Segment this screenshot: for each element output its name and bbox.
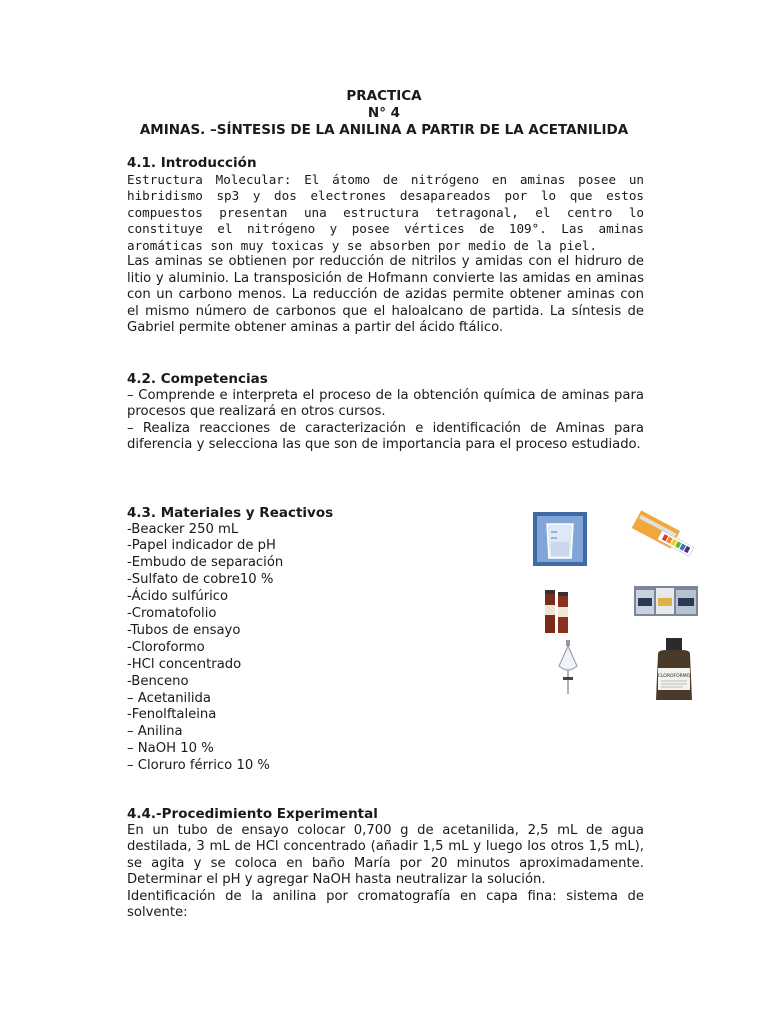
list-item: -Benceno bbox=[127, 673, 189, 689]
list-item: – Acetanilida bbox=[127, 690, 211, 706]
competencia-item: – Comprende e interpreta el proceso de la obtención química de aminas para procesos que realizará en otros cursos. bbox=[127, 387, 644, 419]
list-item: -Cromatofolio bbox=[127, 606, 217, 622]
ph-paper-image bbox=[624, 505, 700, 565]
materials-list bbox=[127, 522, 287, 776]
procedimiento-heading: 4.4.-Procedimiento Experimental bbox=[127, 806, 378, 822]
introduction-paragraph-1: Estructura Molecular: El átomo de nitrógeno en aminas posee un hibridismo sp3 y dos electrones desapareados por lo que estos compuestos presentan una estructura tetragonal, el centro lo constituye el nitrógeno y posee vértices de 109°. Las aminas aromáticas son muy toxicas y se absorben por medio de la piel. bbox=[127, 171, 644, 253]
vials-image bbox=[542, 587, 572, 635]
list-item: -HCl concentrado bbox=[127, 656, 242, 672]
list-item: – Cloruro férrico 10 % bbox=[127, 758, 270, 774]
procedimiento-paragraph-1: En un tubo de ensayo colocar 0,700 g de acetanilida, 2,5 mL de agua destilada, 3 mL de HCl concentrado (añadir 1,5 mL y luego los otros 1,5 mL), se agita y se coloca en baño María por 20 minutos aproximadamente. Determinar el pH y agregar NaOH hasta neutralizar la solución. bbox=[127, 822, 644, 887]
list-item: -Sulfato de cobre10 % bbox=[127, 572, 274, 588]
list-item: -Cloroformo bbox=[127, 639, 205, 655]
procedimiento-section bbox=[127, 806, 644, 922]
competencias-section bbox=[127, 371, 644, 454]
competencias-heading: 4.2. Competencias bbox=[127, 371, 268, 387]
practice-label: PRACTICA bbox=[346, 88, 422, 104]
beaker-image bbox=[533, 512, 587, 566]
list-item: – NaOH 10 % bbox=[127, 741, 214, 757]
reagent-bottles-image bbox=[634, 586, 698, 616]
list-item: – Anilina bbox=[127, 724, 183, 740]
introduction-section bbox=[127, 155, 644, 337]
document-title: AMINAS. –SÍNTESIS DE LA ANILINA A PARTIR DE LA ACETANILIDA bbox=[139, 122, 629, 138]
list-item: -Papel indicador de pH bbox=[127, 538, 276, 554]
chloroform-bottle-image bbox=[648, 636, 700, 704]
competencia-item: – Realiza reacciones de caracterización e identificación de Aminas para diferencia y selecciona las que son de importancia para el proceso estudiado. bbox=[127, 420, 644, 452]
list-item: -Tubos de ensayo bbox=[127, 622, 241, 638]
materiales-heading: 4.3. Materiales y Reactivos bbox=[127, 505, 334, 521]
materiales-section bbox=[127, 505, 334, 775]
separatory-funnel-image bbox=[556, 640, 580, 696]
list-item: -Fenolftaleina bbox=[127, 707, 217, 723]
introduction-paragraph-2: Las aminas se obtienen por reducción de nitrilos y amidas con el hidruro de litio y aluminio. La transposición de Hofmann convierte las amidas en aminas con un carbono menos. La reducción de azidas permite obtener aminas con el mismo número de carbonos que el haloalcano de partida. La síntesis de Gabriel permite obtener aminas a partir del ácido ftálico. bbox=[127, 254, 644, 335]
introduction-heading: 4.1. Introducción bbox=[127, 155, 257, 171]
list-item: -Beacker 250 mL bbox=[127, 521, 239, 537]
bottle-label-text: CLOROFORMO bbox=[657, 674, 691, 679]
procedimiento-paragraph-2: Identificación de la anilina por cromatografía en capa fina: sistema de solvente: bbox=[127, 888, 644, 920]
list-item: -Embudo de separación bbox=[127, 555, 284, 571]
list-item: -Ácido sulfúrico bbox=[127, 589, 229, 605]
practice-number: N° 4 bbox=[367, 105, 401, 121]
